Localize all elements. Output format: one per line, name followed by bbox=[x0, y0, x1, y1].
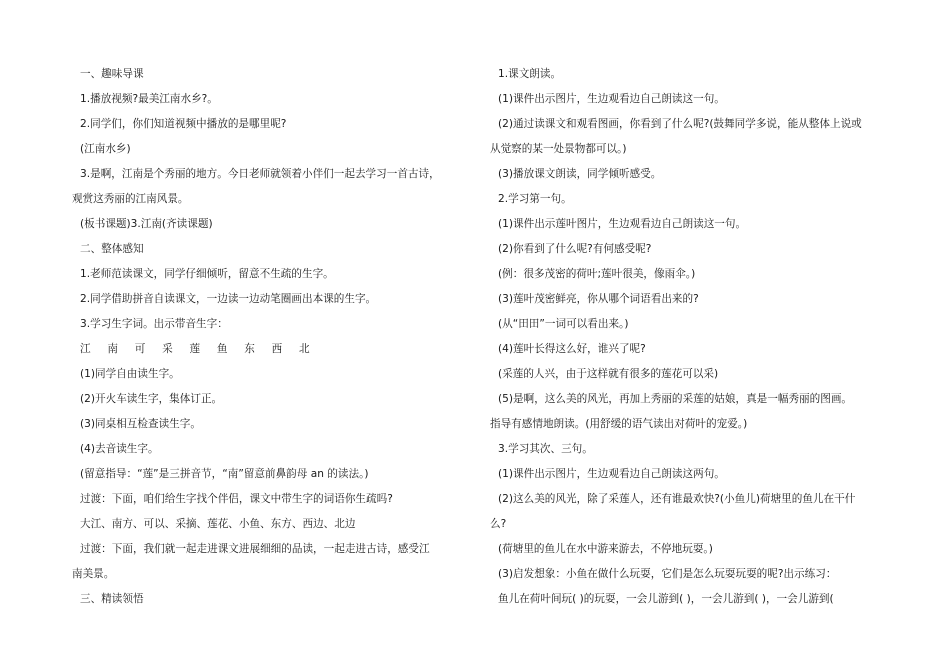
text-line: 三、精读领悟 bbox=[80, 593, 144, 605]
text-line: (2)你看到了什么呢?有何感受呢? bbox=[498, 243, 652, 255]
character: 东 bbox=[244, 343, 255, 355]
text-line: (1)课件出示莲叶图片，生边观看边自己朗读这一句。 bbox=[498, 218, 747, 230]
text-line: (采莲的人兴，由于这样就有很多的莲花可以采) bbox=[498, 368, 719, 380]
text-line: 过渡：下面，咱们给生字找个伴侣，课文中带生字的词语你生疏吗? bbox=[80, 493, 393, 505]
text-line: (江南水乡) bbox=[80, 143, 131, 155]
text-line: 南美景。 bbox=[72, 568, 115, 580]
text-line: (从“田田”一词可以看出来。) bbox=[498, 318, 629, 330]
text-line: 3.学习生字词。出示带音生字： bbox=[80, 318, 228, 330]
character: 采 bbox=[162, 343, 173, 355]
text-line: 观赏这秀丽的江南风景。 bbox=[72, 193, 189, 205]
text-line: (3)莲叶茂密鲜亮，你从哪个词语看出来的? bbox=[498, 293, 699, 305]
text-line: (例：很多茂密的荷叶;莲叶很美，像雨伞。) bbox=[498, 268, 696, 280]
text-line: (板书课题)3.江南(齐读课题) bbox=[80, 218, 213, 230]
text-line: 1.播放视频?最美江南水乡?。 bbox=[80, 93, 218, 105]
text-line: 2.学习第一句。 bbox=[498, 193, 572, 205]
text-line: 指导有感情地朗读。(用舒缓的语气读出对荷叶的宠爱。) bbox=[490, 418, 748, 430]
text-line: (1)课件出示图片，生边观看边自己朗读这一句。 bbox=[498, 93, 725, 105]
character: 鱼 bbox=[216, 343, 228, 355]
text-line: (2)通过读课文和观看图画，你看到了什么呢?(鼓舞同学多说，能从整体上说或 bbox=[498, 118, 862, 130]
text-line: 过渡：下面，我们就一起走进课文进展细细的品读，一起走进古诗，感受江 bbox=[80, 543, 430, 555]
text-line: 2.同学们，你们知道视频中播放的是哪里呢? bbox=[80, 118, 287, 130]
text-line: (4)莲叶长得这么好，谁兴了呢? bbox=[498, 343, 646, 355]
text-line: (荷塘里的鱼儿在水中游来游去，不停地玩耍。) bbox=[498, 543, 713, 555]
text-line: (留意指导：“莲”是三拼音节，“南”留意前鼻韵母 an 的读法。) bbox=[80, 468, 369, 480]
text-line: 大江、南方、可以、采摘、莲花、小鱼、东方、西边、北边 bbox=[80, 518, 356, 530]
text-line: (5)是啊，这么美的风光，再加上秀丽的采莲的姑娘，真是一幅秀丽的图画。 bbox=[498, 393, 853, 405]
character: 北 bbox=[299, 343, 310, 355]
text-line: 二、整体感知 bbox=[80, 243, 144, 255]
text-line: (4)去音读生字。 bbox=[80, 443, 159, 455]
character: 可 bbox=[134, 343, 146, 355]
text-line: (2)这么美的风光，除了采莲人，还有谁最欢快?(小鱼儿)荷塘里的鱼儿在干什 bbox=[498, 493, 856, 505]
text-line: 1.课文朗读。 bbox=[498, 68, 562, 80]
character: 江 bbox=[80, 343, 91, 355]
text-line: 1.老师范读课文，同学仔细倾听，留意不生疏的生字。 bbox=[80, 268, 334, 280]
text-line: 从觉察的某一处景物都可以。) bbox=[490, 143, 627, 155]
text-line: (3)播放课文朗读，同学倾听感受。 bbox=[498, 168, 662, 180]
text-line: 么? bbox=[490, 518, 507, 530]
text-line: (1)同学自由读生字。 bbox=[80, 368, 180, 380]
text-line: 3.是啊，江南是个秀丽的地方。今日老师就领着小伴们一起去学习一首古诗， bbox=[80, 168, 440, 180]
text-line: (2)开火车读生字，集体订正。 bbox=[80, 393, 223, 405]
text-line: 3.学习其次、三句。 bbox=[498, 443, 593, 455]
text-line: 2.同学借助拼音自读课文，一边读一边动笔圈画出本课的生字。 bbox=[80, 293, 377, 305]
text-line: 一、趣味导课 bbox=[80, 68, 144, 80]
text-line: (3)同桌相互检查读生字。 bbox=[80, 418, 201, 430]
character: 西 bbox=[271, 343, 283, 355]
text-line: (3)启发想象：小鱼在做什么玩耍，它们是怎么玩耍玩耍的呢?出示练习： bbox=[498, 568, 837, 580]
character: 莲 bbox=[189, 343, 201, 355]
text-line: 鱼儿在荷叶间玩( )的玩耍，一会儿游到( )，一会儿游到( )，一会儿游到( bbox=[498, 593, 834, 605]
character: 南 bbox=[107, 343, 118, 355]
character-list bbox=[80, 342, 323, 356]
text-line: (1)课件出示图片，生边观看边自己朗读这两句。 bbox=[498, 468, 725, 480]
